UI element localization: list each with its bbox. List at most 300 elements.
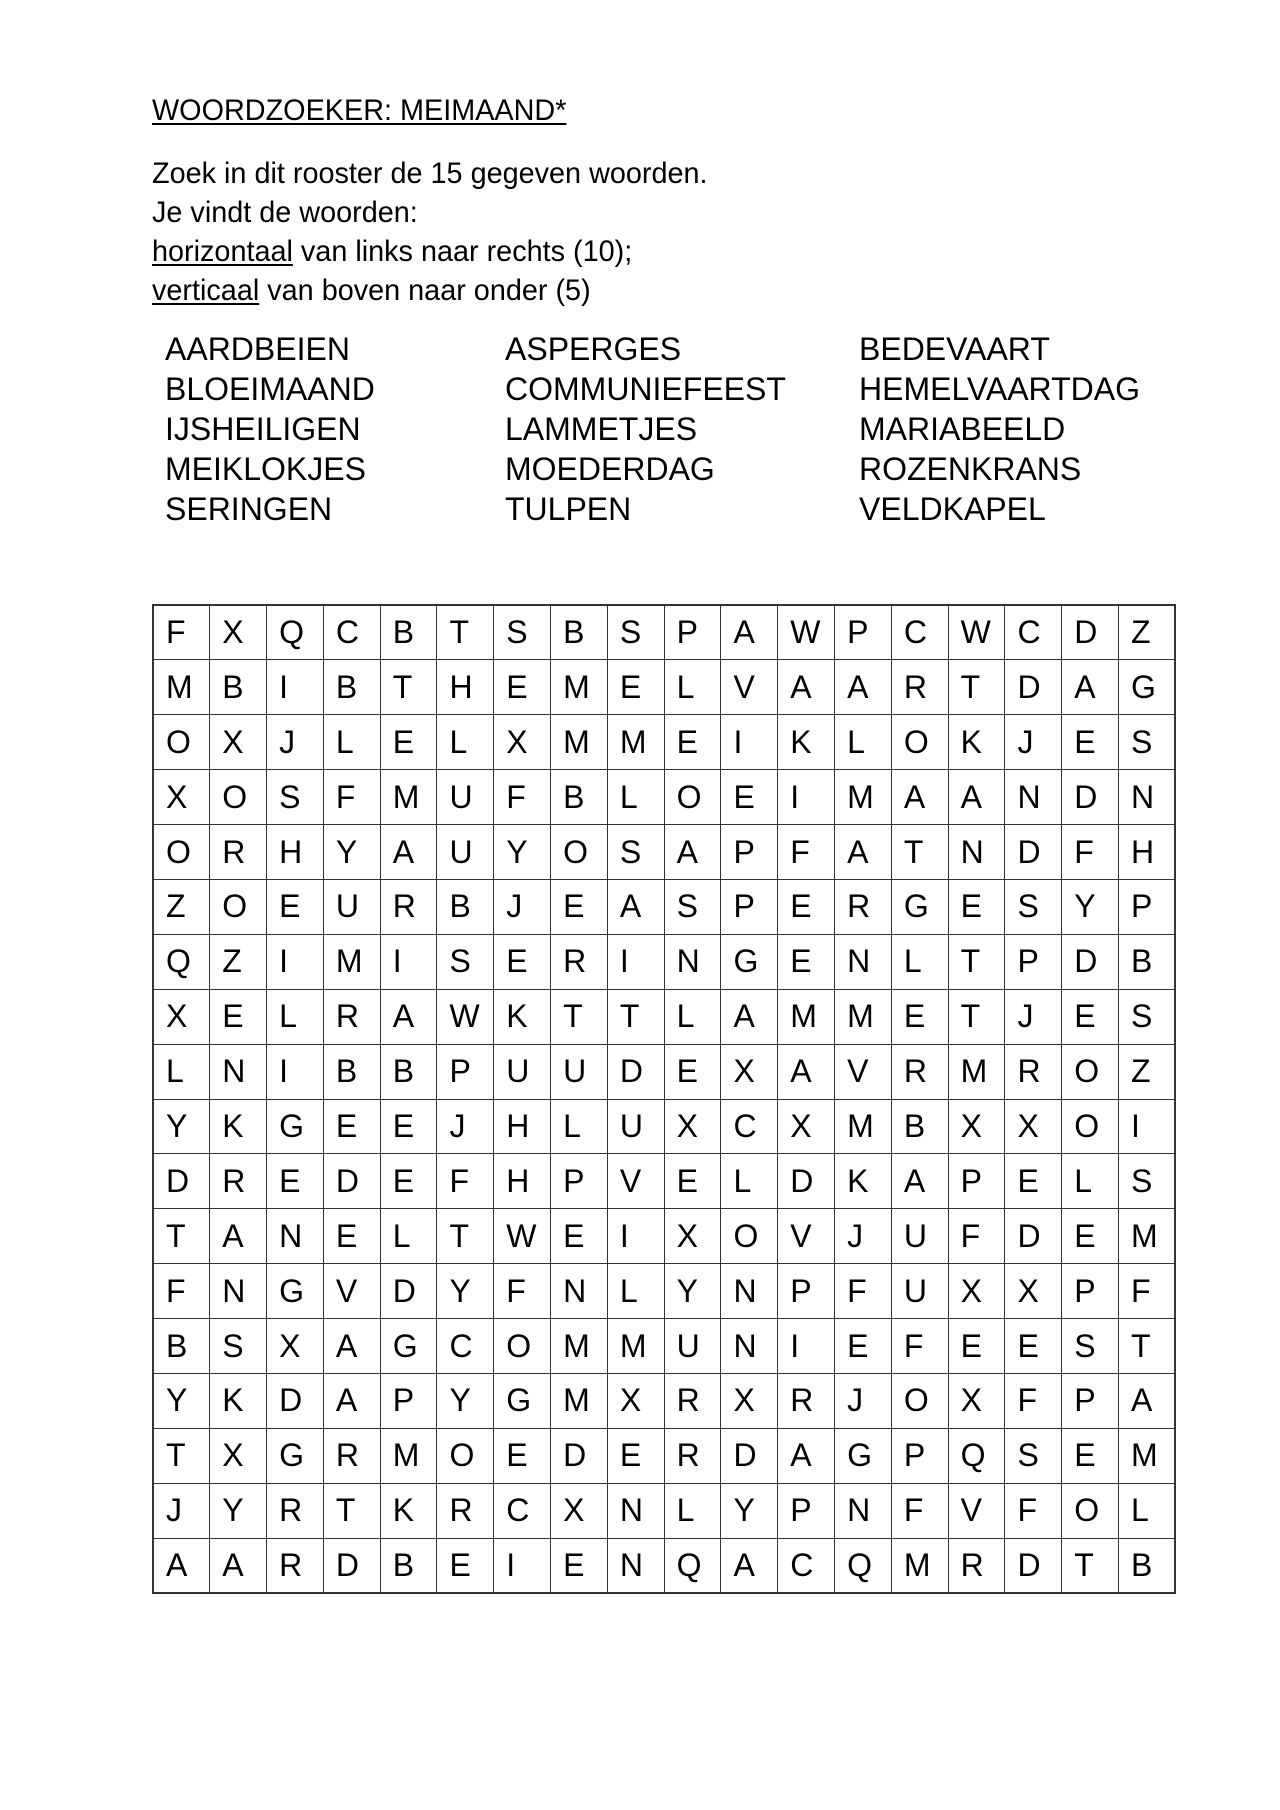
grid-cell[interactable]: S — [1119, 715, 1176, 770]
grid-cell[interactable]: P — [1005, 934, 1062, 989]
grid-cell[interactable]: M — [380, 1428, 437, 1483]
grid-cell[interactable]: F — [323, 770, 380, 825]
grid-cell[interactable]: W — [778, 605, 835, 660]
grid-cell[interactable]: O — [210, 879, 267, 934]
grid-cell[interactable]: Q — [267, 605, 324, 660]
grid-cell[interactable]: X — [153, 989, 210, 1044]
grid-cell[interactable]: P — [891, 1428, 948, 1483]
grid-cell[interactable]: L — [607, 1264, 664, 1319]
grid-cell[interactable]: A — [835, 825, 892, 880]
grid-cell[interactable]: M — [1119, 1209, 1176, 1264]
grid-cell[interactable]: R — [267, 1538, 324, 1593]
grid-cell[interactable]: T — [1119, 1319, 1176, 1374]
grid-cell[interactable]: E — [778, 879, 835, 934]
grid-cell[interactable]: J — [1005, 989, 1062, 1044]
grid-cell[interactable]: P — [1062, 1373, 1119, 1428]
grid-cell[interactable]: S — [210, 1319, 267, 1374]
grid-cell[interactable]: E — [607, 660, 664, 715]
grid-cell[interactable]: X — [721, 1044, 778, 1099]
grid-cell[interactable]: G — [1119, 660, 1176, 715]
grid-cell[interactable]: L — [835, 715, 892, 770]
grid-cell[interactable]: R — [267, 1483, 324, 1538]
grid-cell[interactable]: R — [210, 825, 267, 880]
grid-cell[interactable]: L — [664, 1483, 721, 1538]
grid-cell[interactable]: Y — [437, 1373, 494, 1428]
grid-cell[interactable]: S — [1005, 879, 1062, 934]
grid-cell[interactable]: L — [323, 715, 380, 770]
grid-cell[interactable]: X — [494, 715, 551, 770]
grid-cell[interactable]: L — [721, 1154, 778, 1209]
grid-cell[interactable]: O — [721, 1209, 778, 1264]
grid-cell[interactable]: F — [948, 1209, 1005, 1264]
grid-cell[interactable]: T — [323, 1483, 380, 1538]
grid-cell[interactable]: M — [835, 1099, 892, 1154]
grid-cell[interactable]: T — [437, 1209, 494, 1264]
grid-cell[interactable]: A — [323, 1319, 380, 1374]
grid-cell[interactable]: D — [323, 1538, 380, 1593]
grid-cell[interactable]: O — [153, 825, 210, 880]
grid-cell[interactable]: T — [153, 1428, 210, 1483]
grid-cell[interactable]: P — [551, 1154, 608, 1209]
grid-cell[interactable]: B — [323, 1044, 380, 1099]
grid-cell[interactable]: Y — [210, 1483, 267, 1538]
grid-cell[interactable]: Y — [153, 1099, 210, 1154]
grid-cell[interactable]: Y — [323, 825, 380, 880]
grid-cell[interactable]: F — [1062, 825, 1119, 880]
grid-cell[interactable]: F — [1119, 1264, 1176, 1319]
grid-cell[interactable]: X — [948, 1264, 1005, 1319]
grid-cell[interactable]: T — [948, 934, 1005, 989]
grid-cell[interactable]: P — [1062, 1264, 1119, 1319]
grid-cell[interactable]: E — [664, 1044, 721, 1099]
grid-cell[interactable]: D — [1062, 605, 1119, 660]
grid-cell[interactable]: V — [607, 1154, 664, 1209]
grid-cell[interactable]: I — [267, 934, 324, 989]
grid-cell[interactable]: D — [267, 1373, 324, 1428]
grid-cell[interactable]: G — [835, 1428, 892, 1483]
grid-cell[interactable]: E — [323, 1099, 380, 1154]
grid-cell[interactable]: N — [721, 1264, 778, 1319]
grid-cell[interactable]: I — [721, 715, 778, 770]
grid-cell[interactable]: C — [891, 605, 948, 660]
grid-cell[interactable]: I — [607, 934, 664, 989]
grid-cell[interactable]: E — [380, 1099, 437, 1154]
grid-cell[interactable]: M — [153, 660, 210, 715]
grid-cell[interactable]: N — [948, 825, 1005, 880]
grid-cell[interactable]: U — [437, 825, 494, 880]
grid-cell[interactable]: M — [1119, 1428, 1176, 1483]
grid-cell[interactable]: A — [778, 1428, 835, 1483]
grid-cell[interactable]: K — [948, 715, 1005, 770]
grid-cell[interactable]: M — [778, 989, 835, 1044]
grid-cell[interactable]: E — [721, 770, 778, 825]
grid-cell[interactable]: S — [1119, 1154, 1176, 1209]
grid-cell[interactable]: P — [437, 1044, 494, 1099]
grid-cell[interactable]: U — [551, 1044, 608, 1099]
grid-cell[interactable]: J — [494, 879, 551, 934]
grid-cell[interactable]: O — [551, 825, 608, 880]
grid-cell[interactable]: X — [664, 1209, 721, 1264]
grid-cell[interactable]: W — [494, 1209, 551, 1264]
grid-cell[interactable]: B — [380, 1044, 437, 1099]
grid-cell[interactable]: A — [380, 989, 437, 1044]
grid-cell[interactable]: E — [835, 1319, 892, 1374]
grid-cell[interactable]: A — [1119, 1373, 1176, 1428]
grid-cell[interactable]: G — [891, 879, 948, 934]
grid-cell[interactable]: X — [267, 1319, 324, 1374]
grid-cell[interactable]: Q — [948, 1428, 1005, 1483]
grid-cell[interactable]: V — [948, 1483, 1005, 1538]
grid-cell[interactable]: P — [721, 825, 778, 880]
grid-cell[interactable]: Y — [494, 825, 551, 880]
grid-cell[interactable]: L — [153, 1044, 210, 1099]
grid-cell[interactable]: O — [664, 770, 721, 825]
grid-cell[interactable]: F — [494, 770, 551, 825]
grid-cell[interactable]: S — [664, 879, 721, 934]
grid-cell[interactable]: X — [210, 1428, 267, 1483]
grid-cell[interactable]: X — [1005, 1099, 1062, 1154]
grid-cell[interactable]: L — [607, 770, 664, 825]
grid-cell[interactable]: U — [323, 879, 380, 934]
grid-cell[interactable]: I — [607, 1209, 664, 1264]
grid-cell[interactable]: Z — [1119, 1044, 1176, 1099]
grid-cell[interactable]: O — [1062, 1483, 1119, 1538]
grid-cell[interactable]: L — [1119, 1483, 1176, 1538]
grid-cell[interactable]: O — [153, 715, 210, 770]
grid-cell[interactable]: R — [778, 1373, 835, 1428]
grid-cell[interactable]: X — [210, 715, 267, 770]
grid-cell[interactable]: N — [1119, 770, 1176, 825]
grid-cell[interactable]: T — [948, 660, 1005, 715]
grid-cell[interactable]: N — [267, 1209, 324, 1264]
grid-cell[interactable]: P — [778, 1483, 835, 1538]
grid-cell[interactable]: X — [664, 1099, 721, 1154]
grid-cell[interactable]: S — [607, 605, 664, 660]
grid-cell[interactable]: Q — [835, 1538, 892, 1593]
grid-cell[interactable]: E — [1005, 1154, 1062, 1209]
grid-cell[interactable]: H — [267, 825, 324, 880]
grid-cell[interactable]: D — [551, 1428, 608, 1483]
grid-cell[interactable]: T — [1062, 1538, 1119, 1593]
grid-cell[interactable]: E — [664, 1154, 721, 1209]
grid-cell[interactable]: F — [494, 1264, 551, 1319]
grid-cell[interactable]: A — [891, 1154, 948, 1209]
grid-cell[interactable]: G — [721, 934, 778, 989]
grid-cell[interactable]: E — [494, 1428, 551, 1483]
grid-cell[interactable]: H — [494, 1099, 551, 1154]
grid-cell[interactable]: M — [551, 660, 608, 715]
grid-cell[interactable]: Z — [210, 934, 267, 989]
grid-cell[interactable]: P — [380, 1373, 437, 1428]
grid-cell[interactable]: A — [1062, 660, 1119, 715]
grid-cell[interactable]: R — [551, 934, 608, 989]
grid-cell[interactable]: R — [664, 1428, 721, 1483]
grid-cell[interactable]: B — [380, 605, 437, 660]
grid-cell[interactable]: M — [835, 989, 892, 1044]
grid-cell[interactable]: M — [551, 715, 608, 770]
grid-cell[interactable]: K — [494, 989, 551, 1044]
grid-cell[interactable]: T — [551, 989, 608, 1044]
grid-cell[interactable]: B — [323, 660, 380, 715]
grid-cell[interactable]: Z — [153, 879, 210, 934]
grid-cell[interactable]: K — [835, 1154, 892, 1209]
grid-cell[interactable]: B — [1119, 1538, 1176, 1593]
grid-cell[interactable]: K — [210, 1373, 267, 1428]
grid-cell[interactable]: D — [1062, 934, 1119, 989]
grid-cell[interactable]: C — [778, 1538, 835, 1593]
grid-cell[interactable]: L — [437, 715, 494, 770]
grid-cell[interactable]: Z — [1119, 605, 1176, 660]
grid-cell[interactable]: Y — [437, 1264, 494, 1319]
grid-cell[interactable]: B — [380, 1538, 437, 1593]
grid-cell[interactable]: M — [380, 770, 437, 825]
grid-cell[interactable]: N — [551, 1264, 608, 1319]
grid-cell[interactable]: S — [1062, 1319, 1119, 1374]
grid-cell[interactable]: E — [494, 660, 551, 715]
grid-cell[interactable]: I — [494, 1538, 551, 1593]
grid-cell[interactable]: X — [948, 1099, 1005, 1154]
grid-cell[interactable]: G — [267, 1428, 324, 1483]
grid-cell[interactable]: M — [835, 770, 892, 825]
grid-cell[interactable]: F — [891, 1483, 948, 1538]
grid-cell[interactable]: L — [1062, 1154, 1119, 1209]
grid-cell[interactable]: O — [891, 715, 948, 770]
grid-cell[interactable]: E — [380, 715, 437, 770]
grid-cell[interactable]: N — [210, 1264, 267, 1319]
grid-cell[interactable]: H — [1119, 825, 1176, 880]
grid-cell[interactable]: N — [210, 1044, 267, 1099]
grid-cell[interactable]: H — [494, 1154, 551, 1209]
grid-cell[interactable]: A — [153, 1538, 210, 1593]
grid-cell[interactable]: U — [494, 1044, 551, 1099]
grid-cell[interactable]: I — [380, 934, 437, 989]
grid-cell[interactable]: R — [1005, 1044, 1062, 1099]
grid-cell[interactable]: Q — [664, 1538, 721, 1593]
grid-cell[interactable]: T — [948, 989, 1005, 1044]
grid-cell[interactable]: T — [607, 989, 664, 1044]
grid-cell[interactable]: E — [380, 1154, 437, 1209]
grid-cell[interactable]: D — [1005, 1538, 1062, 1593]
grid-cell[interactable]: E — [1062, 1428, 1119, 1483]
grid-cell[interactable]: E — [267, 1154, 324, 1209]
grid-cell[interactable]: A — [380, 825, 437, 880]
grid-cell[interactable]: X — [948, 1373, 1005, 1428]
grid-cell[interactable]: Y — [1062, 879, 1119, 934]
grid-cell[interactable]: O — [437, 1428, 494, 1483]
grid-cell[interactable]: N — [835, 934, 892, 989]
grid-cell[interactable]: D — [778, 1154, 835, 1209]
grid-cell[interactable]: X — [153, 770, 210, 825]
grid-cell[interactable]: E — [267, 879, 324, 934]
grid-cell[interactable]: U — [664, 1319, 721, 1374]
grid-cell[interactable]: R — [948, 1538, 1005, 1593]
grid-cell[interactable]: S — [494, 605, 551, 660]
grid-cell[interactable]: G — [267, 1099, 324, 1154]
grid-cell[interactable]: V — [721, 660, 778, 715]
grid-cell[interactable]: X — [607, 1373, 664, 1428]
grid-cell[interactable]: E — [607, 1428, 664, 1483]
grid-cell[interactable]: U — [891, 1209, 948, 1264]
grid-cell[interactable]: Y — [664, 1264, 721, 1319]
grid-cell[interactable]: H — [437, 660, 494, 715]
grid-cell[interactable]: X — [778, 1099, 835, 1154]
grid-cell[interactable]: S — [607, 825, 664, 880]
grid-cell[interactable]: J — [1005, 715, 1062, 770]
grid-cell[interactable]: M — [551, 1319, 608, 1374]
grid-cell[interactable]: V — [778, 1209, 835, 1264]
grid-cell[interactable]: A — [721, 989, 778, 1044]
grid-cell[interactable]: F — [891, 1319, 948, 1374]
grid-cell[interactable]: B — [1119, 934, 1176, 989]
grid-cell[interactable]: O — [1062, 1099, 1119, 1154]
grid-cell[interactable]: J — [267, 715, 324, 770]
grid-cell[interactable]: D — [721, 1428, 778, 1483]
grid-cell[interactable]: B — [153, 1319, 210, 1374]
grid-cell[interactable]: C — [1005, 605, 1062, 660]
grid-cell[interactable]: E — [664, 715, 721, 770]
grid-cell[interactable]: C — [437, 1319, 494, 1374]
grid-cell[interactable]: O — [494, 1319, 551, 1374]
grid-cell[interactable]: B — [551, 605, 608, 660]
grid-cell[interactable]: Q — [153, 934, 210, 989]
grid-cell[interactable]: J — [153, 1483, 210, 1538]
grid-cell[interactable]: J — [437, 1099, 494, 1154]
grid-cell[interactable]: G — [267, 1264, 324, 1319]
grid-cell[interactable]: O — [891, 1373, 948, 1428]
grid-cell[interactable]: M — [607, 715, 664, 770]
grid-cell[interactable]: P — [778, 1264, 835, 1319]
grid-cell[interactable]: R — [891, 1044, 948, 1099]
grid-cell[interactable]: S — [267, 770, 324, 825]
grid-cell[interactable]: Y — [153, 1373, 210, 1428]
grid-cell[interactable]: U — [437, 770, 494, 825]
grid-cell[interactable]: N — [664, 934, 721, 989]
grid-cell[interactable]: D — [1062, 770, 1119, 825]
grid-cell[interactable]: E — [778, 934, 835, 989]
grid-cell[interactable]: R — [323, 989, 380, 1044]
grid-cell[interactable]: Y — [721, 1483, 778, 1538]
grid-cell[interactable]: E — [1062, 715, 1119, 770]
grid-cell[interactable]: S — [1005, 1428, 1062, 1483]
grid-cell[interactable]: G — [380, 1319, 437, 1374]
grid-cell[interactable]: T — [437, 605, 494, 660]
grid-cell[interactable]: M — [948, 1044, 1005, 1099]
grid-cell[interactable]: A — [778, 660, 835, 715]
grid-cell[interactable]: W — [948, 605, 1005, 660]
grid-cell[interactable]: M — [891, 1538, 948, 1593]
grid-cell[interactable]: F — [1005, 1373, 1062, 1428]
grid-cell[interactable]: E — [494, 934, 551, 989]
grid-cell[interactable]: A — [835, 660, 892, 715]
grid-cell[interactable]: P — [1119, 879, 1176, 934]
grid-cell[interactable]: A — [664, 825, 721, 880]
grid-cell[interactable]: D — [1005, 660, 1062, 715]
grid-cell[interactable]: E — [1062, 1209, 1119, 1264]
grid-cell[interactable]: M — [323, 934, 380, 989]
grid-cell[interactable]: N — [607, 1538, 664, 1593]
grid-cell[interactable]: F — [437, 1154, 494, 1209]
grid-cell[interactable]: T — [891, 825, 948, 880]
grid-cell[interactable]: S — [1119, 989, 1176, 1044]
grid-cell[interactable]: P — [948, 1154, 1005, 1209]
grid-cell[interactable]: R — [835, 879, 892, 934]
grid-cell[interactable]: R — [380, 879, 437, 934]
grid-cell[interactable]: F — [778, 825, 835, 880]
grid-cell[interactable]: X — [210, 605, 267, 660]
grid-cell[interactable]: F — [835, 1264, 892, 1319]
grid-cell[interactable]: T — [153, 1209, 210, 1264]
grid-cell[interactable]: L — [891, 934, 948, 989]
grid-cell[interactable]: A — [323, 1373, 380, 1428]
grid-cell[interactable]: D — [1005, 1209, 1062, 1264]
grid-cell[interactable]: A — [210, 1538, 267, 1593]
grid-cell[interactable]: V — [835, 1044, 892, 1099]
grid-cell[interactable]: U — [607, 1099, 664, 1154]
grid-cell[interactable]: R — [210, 1154, 267, 1209]
grid-cell[interactable]: V — [323, 1264, 380, 1319]
grid-cell[interactable]: K — [210, 1099, 267, 1154]
grid-cell[interactable]: D — [153, 1154, 210, 1209]
grid-cell[interactable]: N — [607, 1483, 664, 1538]
grid-cell[interactable]: I — [1119, 1099, 1176, 1154]
grid-cell[interactable]: J — [835, 1373, 892, 1428]
grid-cell[interactable]: O — [1062, 1044, 1119, 1099]
grid-cell[interactable]: R — [664, 1373, 721, 1428]
grid-cell[interactable]: C — [721, 1099, 778, 1154]
grid-cell[interactable]: D — [1005, 825, 1062, 880]
grid-cell[interactable]: P — [721, 879, 778, 934]
grid-cell[interactable]: N — [835, 1483, 892, 1538]
grid-cell[interactable]: B — [551, 770, 608, 825]
grid-cell[interactable]: F — [153, 605, 210, 660]
grid-cell[interactable]: S — [437, 934, 494, 989]
grid-cell[interactable]: E — [948, 879, 1005, 934]
grid-cell[interactable]: A — [210, 1209, 267, 1264]
grid-cell[interactable]: E — [891, 989, 948, 1044]
grid-cell[interactable]: A — [607, 879, 664, 934]
grid-cell[interactable]: R — [891, 660, 948, 715]
grid-cell[interactable]: I — [267, 1044, 324, 1099]
grid-cell[interactable]: D — [323, 1154, 380, 1209]
grid-cell[interactable]: R — [437, 1483, 494, 1538]
grid-cell[interactable]: E — [1005, 1319, 1062, 1374]
grid-cell[interactable]: B — [891, 1099, 948, 1154]
grid-cell[interactable]: L — [664, 989, 721, 1044]
grid-cell[interactable]: A — [721, 605, 778, 660]
grid-cell[interactable]: M — [551, 1373, 608, 1428]
grid-cell[interactable]: F — [153, 1264, 210, 1319]
grid-cell[interactable]: O — [210, 770, 267, 825]
grid-cell[interactable]: D — [380, 1264, 437, 1319]
grid-cell[interactable]: E — [437, 1538, 494, 1593]
grid-cell[interactable]: U — [891, 1264, 948, 1319]
grid-cell[interactable]: X — [551, 1483, 608, 1538]
grid-cell[interactable]: M — [607, 1319, 664, 1374]
grid-cell[interactable]: A — [721, 1538, 778, 1593]
grid-cell[interactable]: E — [551, 1209, 608, 1264]
grid-cell[interactable]: K — [778, 715, 835, 770]
grid-cell[interactable]: I — [267, 660, 324, 715]
grid-cell[interactable]: G — [494, 1373, 551, 1428]
grid-cell[interactable]: L — [380, 1209, 437, 1264]
grid-cell[interactable]: L — [551, 1099, 608, 1154]
grid-cell[interactable]: W — [437, 989, 494, 1044]
grid-cell[interactable]: P — [835, 605, 892, 660]
grid-cell[interactable]: E — [1062, 989, 1119, 1044]
grid-cell[interactable]: J — [835, 1209, 892, 1264]
grid-cell[interactable]: L — [267, 989, 324, 1044]
grid-cell[interactable]: D — [607, 1044, 664, 1099]
